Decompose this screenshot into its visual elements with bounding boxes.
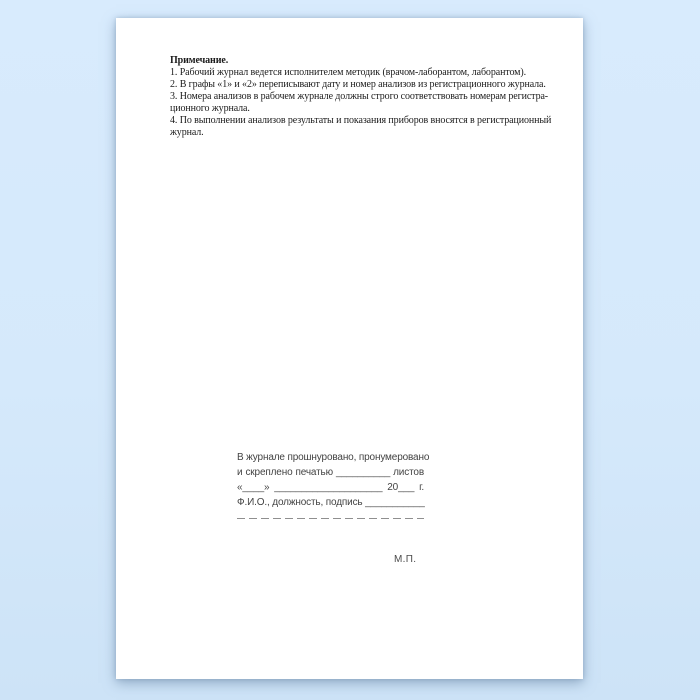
- binding-record-block: [237, 450, 430, 519]
- note-line-4: 4. По выполнении анализов результаты и показания приборов вносятся в регистрационный: [170, 115, 552, 126]
- binding-record-line-1: В журнале прошнуровано, пронумеровано: [237, 452, 430, 463]
- note-line-1: 1. Рабочий журнал ведется исполнителем методик (врачом-лаборантом, лаборантом).: [170, 67, 527, 78]
- notes-heading: Примечание.: [170, 55, 229, 66]
- note-line-3: 3. Номера анализов в рабочем журнале должны строго соответствовать номерам регистра-: [170, 91, 549, 102]
- note-line-3-continuation: ционного журнала.: [170, 103, 250, 114]
- binding-record-line-3: «____» ____________________ 20___ г.: [237, 482, 424, 493]
- binding-record-line-2: и скреплено печатью __________ листов: [237, 467, 424, 478]
- notes-section: [170, 55, 562, 139]
- note-line-2: 2. В графы «1» и «2» переписывают дату и номер анализов из регистрационного журнала.: [170, 79, 546, 90]
- note-line-4-continuation: журнал.: [170, 127, 204, 138]
- binding-record-line-4: Ф.И.О., должность, подпись ___________: [237, 497, 425, 508]
- document-page: [116, 18, 583, 679]
- seal-place-mark: М.П.: [394, 554, 417, 565]
- dashed-signature-line: [237, 518, 424, 519]
